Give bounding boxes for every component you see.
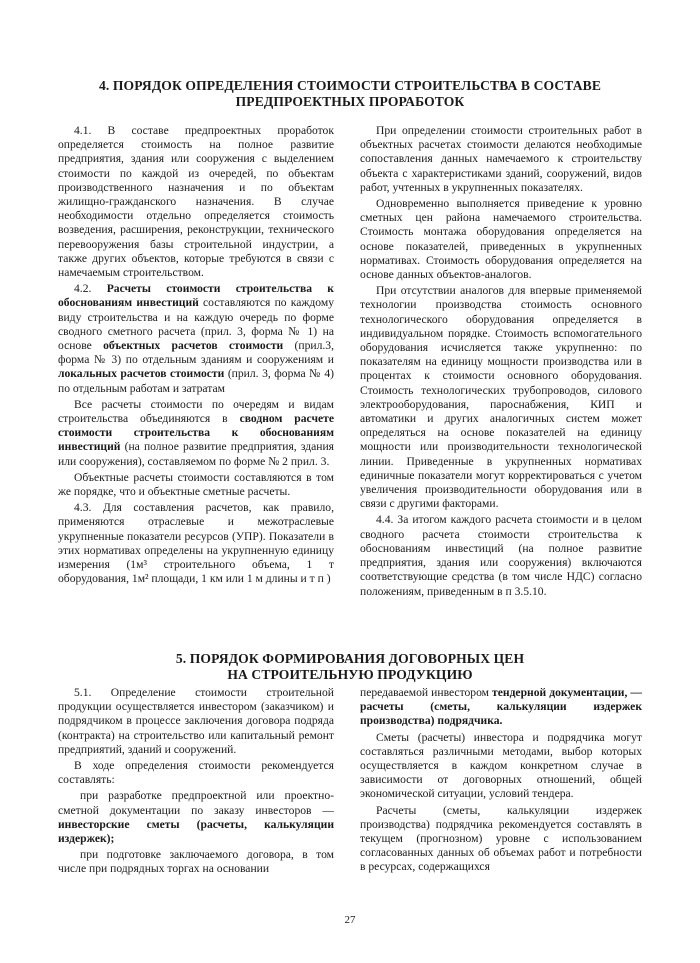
- paragraph-4-3-analogs: При отсутствии аналогов для впервые применяемой технологии производства стоимость основного технологического оборудования определяется в индивидуальном порядке. Стоимость вспомогательного оборудования исчисляется также укрупненно: по показателям на единицу мощности производства или в процентах к стоимости основного оборудования. Стоимость технологических трубопроводов, силового электрооборудования, пароснабжения, КИП и автоматики и других аналогичных систем может определяться на основе показателей на единицу мощности или производительности технологической линии. Приведенные в укрупненных нормативах единичные показатели могут корректироваться с учетом увеличения производительности оборудования или в связи с другими факторами.: [360, 284, 642, 511]
- bold-term: объектных расчетов стоимости: [103, 339, 284, 353]
- section-4-left-column: [58, 124, 334, 589]
- text-run: передаваемой инвестором: [360, 686, 493, 699]
- page-number: 27: [344, 914, 356, 926]
- section-4-heading: [30, 78, 670, 110]
- text-run: Все расчеты стоимости по очередям и видам строительства объединяются в: [58, 397, 334, 426]
- paragraph-4-4: 4.4. За итогом каждого расчета стоимости и в целом сводного расчета стоимости строительства к обоснованиям инвестиций (на полное развитие предприятия, здания или сооружения) включаются соответствующие средства (в том числе НДС) согласно положениям, приведенным в п 3.5.10.: [360, 513, 642, 598]
- paragraph-5-1-list-intro: В ходе определения стоимости рекомендуется составлять:: [58, 759, 334, 787]
- paragraph-4-1: 4.1. В составе предпроектных проработок определяется стоимость на полное развитие предприятия, здания или сооружения с выделением стоимости по каждой из очередей, по объектам производственного назначения и по объектам жилищно-гражданского назначения. В случае необходимости отдельно определяется стоимость возведения, расширения, реконструкции, технического перевооружения базы строительной индустрии, а также других объектов, которые требуются в связи с намечаемым строительством.: [58, 124, 334, 280]
- paragraph-4-3-prices: Одновременно выполняется приведение к уровню сметных цен района намечаемого строительства. Стоимость монтажа оборудования определяется на основе показателей, приведенных в укрупненных нормативах. Стоимость оборудования определяется на основе данных объектов-аналогов.: [360, 197, 642, 282]
- bold-term: тендерной документации, — расчеты (сметы, калькуляции издержек производства) подрядчика.: [360, 686, 642, 728]
- text-run: (на полное развитие предприятия, здания или сооружения), составляемом по форме № 2 прил. 3.: [58, 440, 334, 468]
- section-4-heading-line-2: ПРЕДПРОЕКТНЫХ ПРОРАБОТОК: [235, 94, 465, 109]
- text-run: (прил.3, форма № 3) по отдельным зданиям и сооружениям и: [58, 339, 334, 367]
- text-run: (прил. 3, форма № 4) по отдельным работам и затратам: [58, 367, 335, 395]
- paragraph-4-2: [58, 282, 334, 396]
- paragraph-5-1: 5.1. Определение стоимости строительной продукции осуществляется инвестором (заказчиком) и подрядчиком в процессе заключения договора подряда (контракта) на строительство или капитальный ремонт предприятий, зданий и сооружений.: [58, 686, 334, 756]
- paragraph-5-1-cont: [360, 686, 642, 729]
- paragraph-5-1-contractor-calc: Расчеты (сметы, калькуляции издержек производства) подрядчика рекомендуется составлять в текущем (прогнозном) уровне с использованием согласованных данных об объемах работ и потребности в ресурсах, содержащихся: [360, 803, 642, 874]
- list-item-investor: [58, 789, 334, 846]
- bold-term: Расчеты стоимости строительства к обоснованиям инвестиций: [58, 282, 334, 310]
- text-run: составляются по каждому виду строительства и на каждую очередь по форме сводного сметного расчета (прил. 3, форма № 1) на основе: [58, 296, 334, 353]
- bold-term: инвесторские сметы (расчеты, калькуляции издержек);: [58, 817, 334, 846]
- paragraph-4-2-summary: [58, 398, 334, 469]
- paragraph-4-2-objects: Объектные расчеты стоимости составляются в том же порядке, что и объектные сметные расчеты.: [58, 470, 334, 499]
- section-5-heading-line-2: НА СТРОИТЕЛЬНУЮ ПРОДУКЦИЮ: [227, 667, 473, 682]
- paragraph-4-3: 4.3. Для составления расчетов, как правило, применяются отраслевые и межотраслевые укрупненные показатели ресурсов (УПР). Показатели в этих нормативах определены на укрупненную единицу измерения (1м³ строительного объема, 1 т оборудования, 1м² площади, 1 км или 1 м длины и т п ): [58, 501, 334, 586]
- text-run: при разработке предпроектной или проектно-сметной документации по заказу инвесторов —: [58, 789, 334, 817]
- text-run: 4.2.: [74, 282, 107, 296]
- section-4-heading-line-1: 4. ПОРЯДОК ОПРЕДЕЛЕНИЯ СТОИМОСТИ СТРОИТЕЛЬСТВА В СОСТАВЕ: [98, 78, 602, 93]
- section-5-left-column: [58, 686, 334, 879]
- paragraph-4-3-cont: При определении стоимости строительных работ в объектных расчетах стоимости делаются необходимые сопоставления данных намечаемого к строительству объекта с характеристиками зданий, сооружений, видов работ, учтенных в укрупненных показателях.: [360, 124, 642, 194]
- section-4-right-column: [360, 124, 642, 601]
- section-5-heading: [30, 651, 670, 683]
- paragraph-5-1-methods: Сметы (расчеты) инвестора и подрядчика могут составляться различными методами, выбор которых осуществляется в каждом конкретном случае в зависимости от договорных отношений, общей экономической ситуации, условий тендера.: [360, 730, 642, 801]
- bold-term: сводном расчете стоимости строительства к обоснованиям инвестиций: [58, 412, 334, 454]
- bold-term: локальных расчетов стоимости: [58, 367, 225, 381]
- section-5-heading-line-1: 5. ПОРЯДОК ФОРМИРОВАНИЯ ДОГОВОРНЫХ ЦЕН: [175, 651, 525, 666]
- section-5-right-column: [360, 686, 642, 877]
- list-item-contractor: при подготовке заключаемого договора, в том числе при подрядных торгах на основании: [58, 848, 334, 876]
